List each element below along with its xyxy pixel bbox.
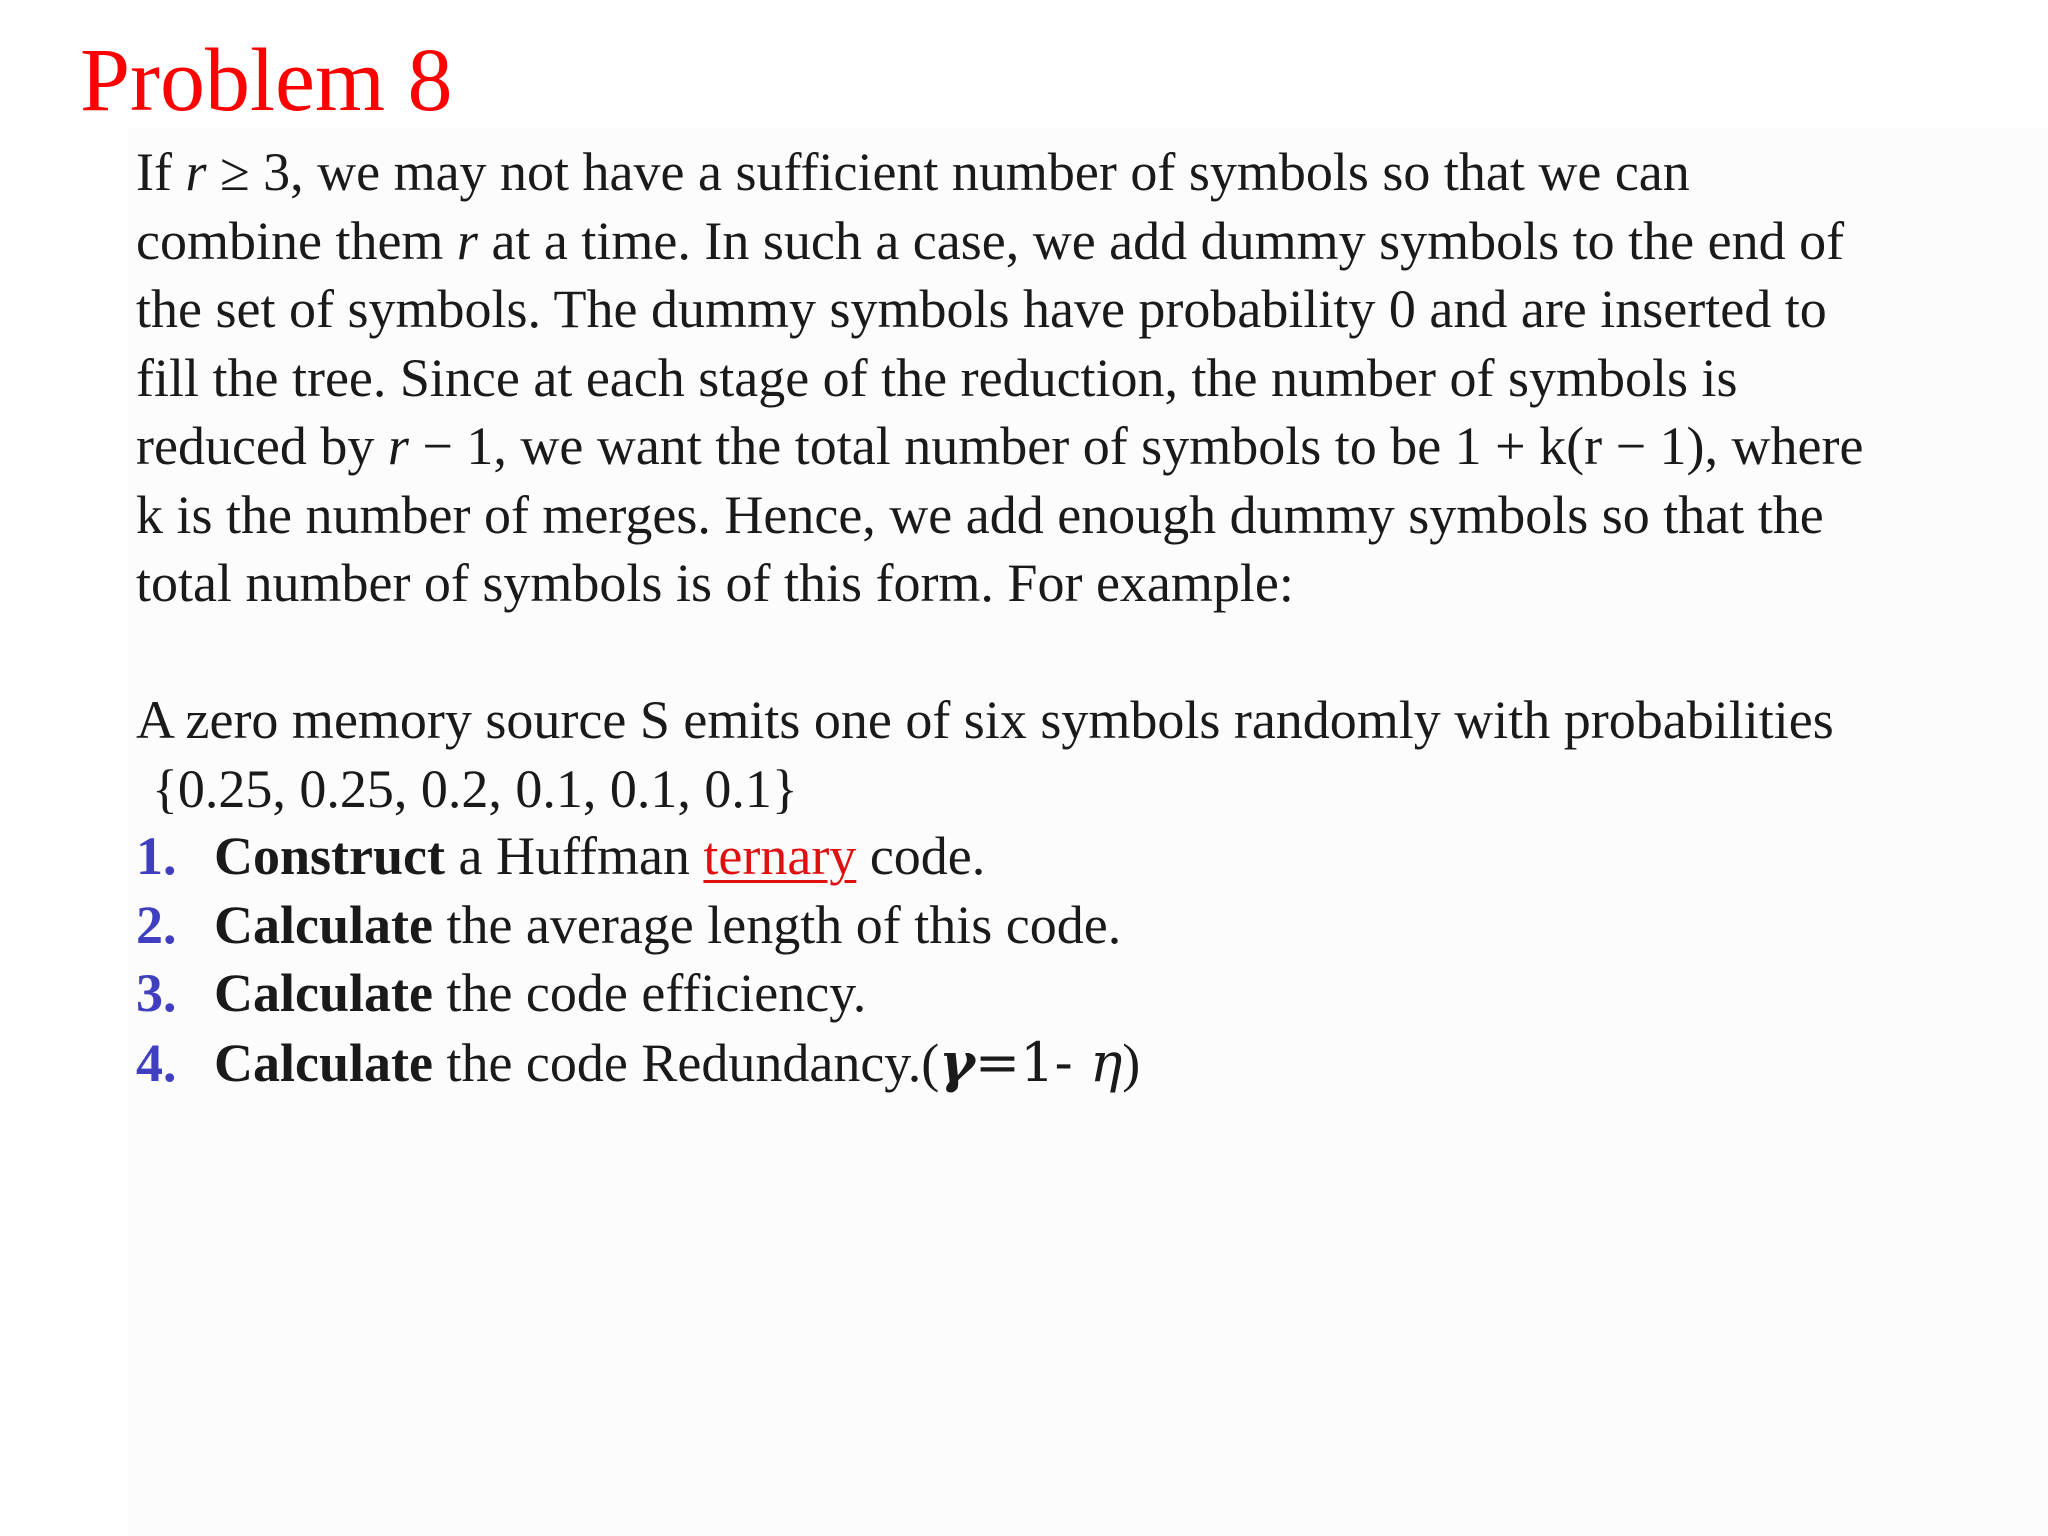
question-verb: Calculate	[214, 894, 433, 955]
question-verb: Calculate	[214, 963, 433, 1023]
gamma-symbol: γ	[939, 1029, 975, 1094]
question-item-2: 2. Calculate the average length of this code.	[136, 891, 1140, 960]
question-verb: Construct	[214, 826, 445, 886]
question-number: 3.	[136, 963, 177, 1023]
intro-line-4: fill the tree. Since at each stage of the reduction, the number of symbols is	[136, 347, 1738, 408]
variable-r: r	[387, 416, 409, 476]
question-item-1: 1. Construct a Huffman ternary code.	[136, 822, 1140, 891]
question-number: 1.	[136, 826, 177, 886]
redundancy-formula: =1-	[974, 1030, 1090, 1094]
example-line: A zero memory source S emits one of six symbols randomly with probabilities	[136, 690, 1834, 750]
question-verb: Calculate	[214, 1032, 433, 1093]
intro-paragraph	[136, 138, 2016, 618]
question-item-4: 4. Calculate the code Redundancy.(γ=1- η)	[136, 1028, 1140, 1097]
intro-line-7: total number of symbols is of this form. For example:	[136, 553, 1294, 613]
eta-symbol: η	[1089, 1030, 1123, 1094]
intro-line-3: the set of symbols. The dummy symbols have probability 0 and are inserted to	[136, 279, 1827, 339]
question-number: 2.	[136, 894, 177, 955]
variable-r: r	[185, 142, 207, 202]
slide-title: Problem 8	[80, 31, 453, 130]
question-item-3: 3. Calculate the code efficiency.	[136, 959, 1140, 1028]
intro-line-1: If r ≥ 3, we may not have a sufficient number of symbols so that we can	[136, 142, 1690, 202]
question-number: 4.	[136, 1032, 177, 1093]
probability-set: {0.25, 0.25, 0.2, 0.1, 0.1, 0.1}	[152, 758, 798, 819]
intro-line-5: reduced by r − 1, we want the total number of symbols to be 1 + k(r − 1), where	[136, 416, 1864, 476]
variable-r: r	[456, 210, 478, 271]
ternary-link[interactable]: ternary	[703, 826, 857, 886]
example-statement	[136, 686, 2016, 823]
intro-line-2: combine them r at a time. In such a case, we add dummy symbols to the end of	[136, 210, 1845, 271]
intro-line-6: k is the number of merges. Hence, we add enough dummy symbols so that the	[136, 484, 1824, 545]
question-list	[136, 822, 1140, 1096]
